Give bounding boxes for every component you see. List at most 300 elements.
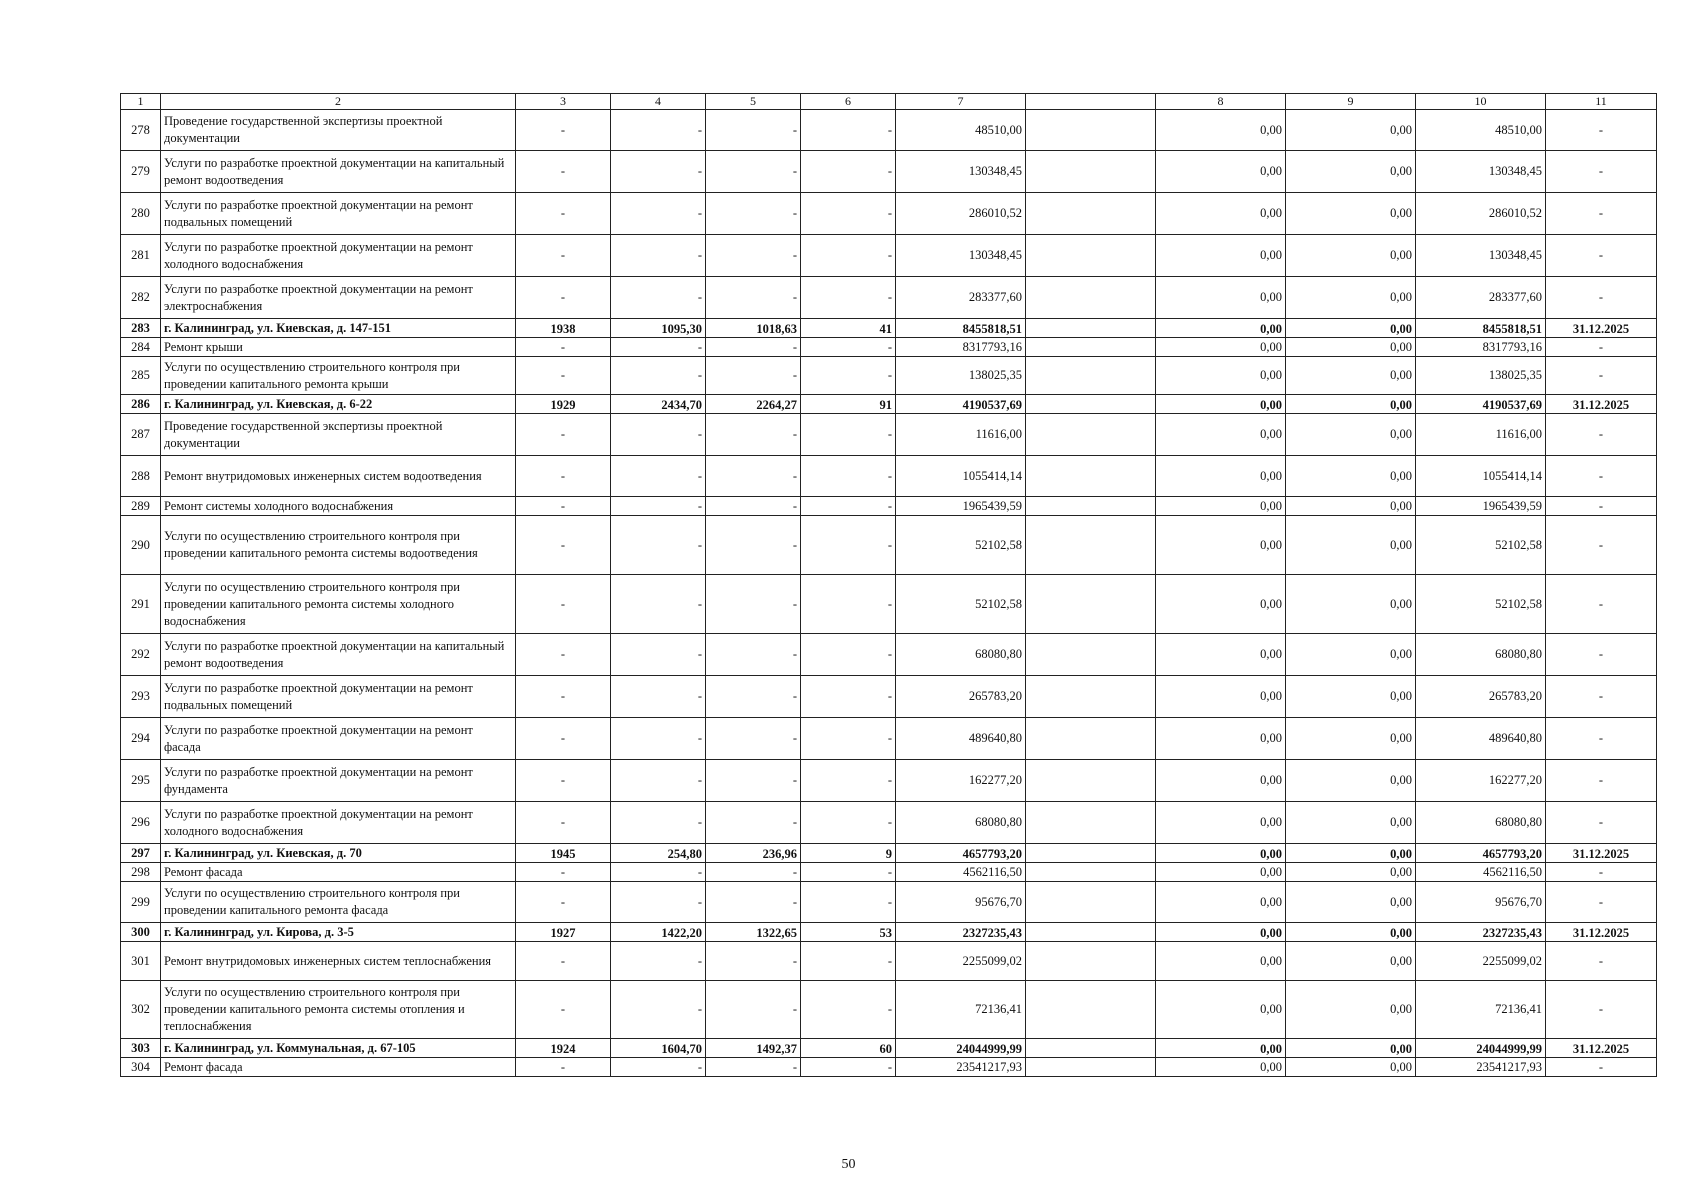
budget-funds-cell: 0,00 <box>1286 1039 1416 1058</box>
total-area-cell: - <box>611 981 706 1039</box>
year-built-cell: - <box>516 516 611 575</box>
residents-count-cell: - <box>801 1058 896 1077</box>
living-area-cell: - <box>706 882 801 923</box>
empty-cell-cell <box>1026 676 1156 718</box>
completion-date-cell: - <box>1546 151 1657 193</box>
table-row <box>121 277 1657 319</box>
total-area-cell: 254,80 <box>611 844 706 863</box>
empty-cell-cell <box>1026 844 1156 863</box>
work-name-cell: г. Калининград, ул. Киевская, д. 70 <box>161 844 516 863</box>
total-area-cell: - <box>611 414 706 456</box>
total-area-cell: - <box>611 634 706 676</box>
address-row <box>121 923 1657 942</box>
year-built-cell: 1938 <box>516 319 611 338</box>
living-area-cell: - <box>706 676 801 718</box>
residents-count-cell: - <box>801 863 896 882</box>
owners-funds-cell: 1055414,14 <box>1416 456 1546 497</box>
row-number-cell: 300 <box>121 923 161 942</box>
fund-support-cell: 0,00 <box>1156 193 1286 235</box>
empty-cell-cell <box>1026 151 1156 193</box>
total-cost-cell: 1055414,14 <box>896 456 1026 497</box>
year-built-cell: - <box>516 357 611 395</box>
work-name-cell: Услуги по осуществлению строительного контроля при проведении капитального ремонта фасада <box>161 882 516 923</box>
total-area-cell: 2434,70 <box>611 395 706 414</box>
residents-count-cell: - <box>801 718 896 760</box>
row-number-cell: 284 <box>121 338 161 357</box>
living-area-cell: - <box>706 863 801 882</box>
total-cost-cell: 138025,35 <box>896 357 1026 395</box>
year-built-cell: - <box>516 718 611 760</box>
work-name-cell: г. Калининград, ул. Кирова, д. 3-5 <box>161 923 516 942</box>
fund-support-cell: 0,00 <box>1156 882 1286 923</box>
total-cost-cell: 265783,20 <box>896 676 1026 718</box>
budget-funds-cell: 0,00 <box>1286 414 1416 456</box>
budget-funds-cell: 0,00 <box>1286 319 1416 338</box>
year-built-cell: 1927 <box>516 923 611 942</box>
completion-date-cell: - <box>1546 863 1657 882</box>
budget-funds-cell: 0,00 <box>1286 942 1416 981</box>
table-row <box>121 981 1657 1039</box>
row-number-cell: 279 <box>121 151 161 193</box>
table-row <box>121 942 1657 981</box>
row-number-cell: 297 <box>121 844 161 863</box>
work-name-cell: Услуги по разработке проектной документации на ремонт холодного водоснабжения <box>161 235 516 277</box>
empty-cell-cell <box>1026 338 1156 357</box>
completion-date-cell: - <box>1546 414 1657 456</box>
residents-count-cell: - <box>801 357 896 395</box>
work-name-cell: Ремонт крыши <box>161 338 516 357</box>
total-cost-cell: 4190537,69 <box>896 395 1026 414</box>
empty-cell-cell <box>1026 575 1156 634</box>
living-area-cell: - <box>706 277 801 319</box>
total-cost-cell: 4562116,50 <box>896 863 1026 882</box>
year-built-cell: - <box>516 863 611 882</box>
fund-support-cell: 0,00 <box>1156 516 1286 575</box>
fund-support-cell: 0,00 <box>1156 863 1286 882</box>
empty-cell-cell <box>1026 319 1156 338</box>
living-area-cell: - <box>706 497 801 516</box>
living-area-cell: - <box>706 338 801 357</box>
owners-funds-cell: 1965439,59 <box>1416 497 1546 516</box>
budget-funds-cell: 0,00 <box>1286 193 1416 235</box>
table-row <box>121 338 1657 357</box>
residents-count-cell: 60 <box>801 1039 896 1058</box>
budget-funds-cell: 0,00 <box>1286 497 1416 516</box>
residents-count-cell: - <box>801 882 896 923</box>
residents-count-cell: - <box>801 277 896 319</box>
living-area-cell: - <box>706 802 801 844</box>
completion-date-cell: 31.12.2025 <box>1546 319 1657 338</box>
empty-cell-cell <box>1026 923 1156 942</box>
completion-date-cell: - <box>1546 802 1657 844</box>
fund-support-cell: 0,00 <box>1156 235 1286 277</box>
residents-count-cell: - <box>801 802 896 844</box>
work-name-cell: Проведение государственной экспертизы проектной документации <box>161 414 516 456</box>
row-number-cell: 295 <box>121 760 161 802</box>
residents-count-cell: 9 <box>801 844 896 863</box>
total-cost-cell: 68080,80 <box>896 634 1026 676</box>
work-name-cell: Ремонт внутридомовых инженерных систем теплоснабжения <box>161 942 516 981</box>
living-area-cell: 236,96 <box>706 844 801 863</box>
fund-support-cell: 0,00 <box>1156 338 1286 357</box>
fund-support-cell: 0,00 <box>1156 1058 1286 1077</box>
completion-date-cell: - <box>1546 357 1657 395</box>
total-cost-cell: 95676,70 <box>896 882 1026 923</box>
work-name-cell: Услуги по разработке проектной документации на ремонт фундамента <box>161 760 516 802</box>
residents-count-cell: - <box>801 575 896 634</box>
total-area-cell: - <box>611 676 706 718</box>
budget-funds-cell: 0,00 <box>1286 634 1416 676</box>
completion-date-cell: - <box>1546 575 1657 634</box>
row-number-cell: 296 <box>121 802 161 844</box>
owners-funds-cell: 265783,20 <box>1416 676 1546 718</box>
empty-cell-cell <box>1026 193 1156 235</box>
row-number-cell: 289 <box>121 497 161 516</box>
total-area-cell: - <box>611 497 706 516</box>
table-row <box>121 718 1657 760</box>
row-number-cell: 280 <box>121 193 161 235</box>
total-cost-cell: 283377,60 <box>896 277 1026 319</box>
year-built-cell: - <box>516 676 611 718</box>
table-row <box>121 497 1657 516</box>
row-number-cell: 287 <box>121 414 161 456</box>
empty-cell-cell <box>1026 863 1156 882</box>
work-name-cell: г. Калининград, ул. Киевская, д. 147-151 <box>161 319 516 338</box>
fund-support-cell: 0,00 <box>1156 456 1286 497</box>
column-header-12: 11 <box>1546 94 1657 110</box>
living-area-cell: - <box>706 110 801 151</box>
owners-funds-cell: 24044999,99 <box>1416 1039 1546 1058</box>
empty-cell-cell <box>1026 456 1156 497</box>
fund-support-cell: 0,00 <box>1156 760 1286 802</box>
fund-support-cell: 0,00 <box>1156 634 1286 676</box>
total-cost-cell: 130348,45 <box>896 151 1026 193</box>
row-number-cell: 282 <box>121 277 161 319</box>
year-built-cell: - <box>516 942 611 981</box>
year-built-cell: 1945 <box>516 844 611 863</box>
total-area-cell: - <box>611 338 706 357</box>
fund-support-cell: 0,00 <box>1156 414 1286 456</box>
row-number-cell: 302 <box>121 981 161 1039</box>
column-header-1: 1 <box>121 94 161 110</box>
fund-support-cell: 0,00 <box>1156 575 1286 634</box>
living-area-cell: - <box>706 357 801 395</box>
budget-funds-cell: 0,00 <box>1286 760 1416 802</box>
fund-support-cell: 0,00 <box>1156 151 1286 193</box>
table-row <box>121 193 1657 235</box>
budget-funds-cell: 0,00 <box>1286 110 1416 151</box>
total-cost-cell: 4657793,20 <box>896 844 1026 863</box>
work-name-cell: Услуги по осуществлению строительного контроля при проведении капитального ремонта крыши <box>161 357 516 395</box>
living-area-cell: - <box>706 1058 801 1077</box>
fund-support-cell: 0,00 <box>1156 844 1286 863</box>
column-header-3: 3 <box>516 94 611 110</box>
owners-funds-cell: 52102,58 <box>1416 516 1546 575</box>
year-built-cell: - <box>516 497 611 516</box>
total-area-cell: - <box>611 193 706 235</box>
budget-funds-cell: 0,00 <box>1286 235 1416 277</box>
total-cost-cell: 68080,80 <box>896 802 1026 844</box>
empty-cell-cell <box>1026 235 1156 277</box>
year-built-cell: - <box>516 981 611 1039</box>
total-cost-cell: 23541217,93 <box>896 1058 1026 1077</box>
budget-funds-cell: 0,00 <box>1286 395 1416 414</box>
total-cost-cell: 162277,20 <box>896 760 1026 802</box>
owners-funds-cell: 68080,80 <box>1416 802 1546 844</box>
residents-count-cell: 53 <box>801 923 896 942</box>
row-number-cell: 281 <box>121 235 161 277</box>
table-row <box>121 516 1657 575</box>
total-area-cell: - <box>611 802 706 844</box>
completion-date-cell: - <box>1546 718 1657 760</box>
completion-date-cell: - <box>1546 110 1657 151</box>
year-built-cell: - <box>516 882 611 923</box>
residents-count-cell: - <box>801 338 896 357</box>
year-built-cell: - <box>516 456 611 497</box>
column-header-4: 4 <box>611 94 706 110</box>
year-built-cell: - <box>516 802 611 844</box>
living-area-cell: - <box>706 516 801 575</box>
fund-support-cell: 0,00 <box>1156 1039 1286 1058</box>
year-built-cell: - <box>516 110 611 151</box>
work-name-cell: Услуги по осуществлению строительного контроля при проведении капитального ремонта системы холодного водоснабжения <box>161 575 516 634</box>
row-number-cell: 288 <box>121 456 161 497</box>
owners-funds-cell: 130348,45 <box>1416 151 1546 193</box>
empty-cell-cell <box>1026 357 1156 395</box>
table-row <box>121 802 1657 844</box>
budget-funds-cell: 0,00 <box>1286 456 1416 497</box>
work-name-cell: Услуги по разработке проектной документации на ремонт подвальных помещений <box>161 193 516 235</box>
empty-cell-cell <box>1026 802 1156 844</box>
living-area-cell: - <box>706 575 801 634</box>
residents-count-cell: - <box>801 676 896 718</box>
column-header-10: 9 <box>1286 94 1416 110</box>
owners-funds-cell: 48510,00 <box>1416 110 1546 151</box>
total-cost-cell: 2327235,43 <box>896 923 1026 942</box>
fund-support-cell: 0,00 <box>1156 718 1286 760</box>
year-built-cell: - <box>516 760 611 802</box>
work-name-cell: Ремонт внутридомовых инженерных систем водоотведения <box>161 456 516 497</box>
fund-support-cell: 0,00 <box>1156 981 1286 1039</box>
work-name-cell: Проведение государственной экспертизы проектной документации <box>161 110 516 151</box>
budget-funds-cell: 0,00 <box>1286 802 1416 844</box>
completion-date-cell: - <box>1546 634 1657 676</box>
row-number-cell: 293 <box>121 676 161 718</box>
owners-funds-cell: 11616,00 <box>1416 414 1546 456</box>
completion-date-cell: - <box>1546 981 1657 1039</box>
table-row <box>121 676 1657 718</box>
residents-count-cell: - <box>801 235 896 277</box>
table-row <box>121 575 1657 634</box>
owners-funds-cell: 130348,45 <box>1416 235 1546 277</box>
table-row <box>121 235 1657 277</box>
residents-count-cell: - <box>801 414 896 456</box>
row-number-cell: 299 <box>121 882 161 923</box>
residents-count-cell: - <box>801 981 896 1039</box>
empty-cell-cell <box>1026 110 1156 151</box>
total-area-cell: - <box>611 277 706 319</box>
column-header-7: 7 <box>896 94 1026 110</box>
row-number-cell: 286 <box>121 395 161 414</box>
table-row <box>121 634 1657 676</box>
budget-funds-cell: 0,00 <box>1286 718 1416 760</box>
total-area-cell: - <box>611 718 706 760</box>
owners-funds-cell: 162277,20 <box>1416 760 1546 802</box>
work-name-cell: Услуги по разработке проектной документации на ремонт фасада <box>161 718 516 760</box>
year-built-cell: 1924 <box>516 1039 611 1058</box>
year-built-cell: - <box>516 634 611 676</box>
budget-funds-cell: 0,00 <box>1286 676 1416 718</box>
completion-date-cell: - <box>1546 497 1657 516</box>
table-row <box>121 414 1657 456</box>
total-area-cell: - <box>611 516 706 575</box>
living-area-cell: - <box>706 718 801 760</box>
empty-cell-cell <box>1026 634 1156 676</box>
owners-funds-cell: 489640,80 <box>1416 718 1546 760</box>
living-area-cell: 1492,37 <box>706 1039 801 1058</box>
budget-funds-cell: 0,00 <box>1286 357 1416 395</box>
completion-date-cell: 31.12.2025 <box>1546 844 1657 863</box>
budget-funds-cell: 0,00 <box>1286 277 1416 319</box>
total-cost-cell: 48510,00 <box>896 110 1026 151</box>
total-cost-cell: 52102,58 <box>896 516 1026 575</box>
fund-support-cell: 0,00 <box>1156 319 1286 338</box>
row-number-cell: 301 <box>121 942 161 981</box>
address-row <box>121 1039 1657 1058</box>
year-built-cell: - <box>516 151 611 193</box>
completion-date-cell: - <box>1546 456 1657 497</box>
row-number-cell: 294 <box>121 718 161 760</box>
residents-count-cell: - <box>801 497 896 516</box>
work-name-cell: Услуги по разработке проектной документации на капитальный ремонт водоотведения <box>161 151 516 193</box>
residents-count-cell: 41 <box>801 319 896 338</box>
budget-funds-cell: 0,00 <box>1286 923 1416 942</box>
work-name-cell: Услуги по осуществлению строительного контроля при проведении капитального ремонта системы водоотведения <box>161 516 516 575</box>
owners-funds-cell: 283377,60 <box>1416 277 1546 319</box>
empty-cell-cell <box>1026 1058 1156 1077</box>
fund-support-cell: 0,00 <box>1156 497 1286 516</box>
owners-funds-cell: 52102,58 <box>1416 575 1546 634</box>
row-number-cell: 298 <box>121 863 161 882</box>
completion-date-cell: 31.12.2025 <box>1546 1039 1657 1058</box>
total-area-cell: - <box>611 151 706 193</box>
year-built-cell: - <box>516 338 611 357</box>
table-row <box>121 1058 1657 1077</box>
total-area-cell: - <box>611 942 706 981</box>
living-area-cell: - <box>706 193 801 235</box>
total-cost-cell: 24044999,99 <box>896 1039 1026 1058</box>
living-area-cell: 2264,27 <box>706 395 801 414</box>
table-row <box>121 456 1657 497</box>
table-row <box>121 151 1657 193</box>
column-header-5: 5 <box>706 94 801 110</box>
total-area-cell: - <box>611 575 706 634</box>
residents-count-cell: - <box>801 193 896 235</box>
residents-count-cell: 91 <box>801 395 896 414</box>
total-cost-cell: 1965439,59 <box>896 497 1026 516</box>
table-row <box>121 882 1657 923</box>
fund-support-cell: 0,00 <box>1156 357 1286 395</box>
completion-date-cell: - <box>1546 1058 1657 1077</box>
owners-funds-cell: 68080,80 <box>1416 634 1546 676</box>
fund-support-cell: 0,00 <box>1156 110 1286 151</box>
completion-date-cell: - <box>1546 193 1657 235</box>
completion-date-cell: - <box>1546 760 1657 802</box>
header-row <box>121 94 1657 110</box>
completion-date-cell: - <box>1546 516 1657 575</box>
work-name-cell: Ремонт фасада <box>161 863 516 882</box>
owners-funds-cell: 4190537,69 <box>1416 395 1546 414</box>
completion-date-cell: - <box>1546 235 1657 277</box>
empty-cell-cell <box>1026 395 1156 414</box>
row-number-cell: 283 <box>121 319 161 338</box>
budget-funds-cell: 0,00 <box>1286 981 1416 1039</box>
year-built-cell: - <box>516 193 611 235</box>
year-built-cell: - <box>516 235 611 277</box>
table-row <box>121 760 1657 802</box>
total-area-cell: - <box>611 863 706 882</box>
table-row <box>121 863 1657 882</box>
fund-support-cell: 0,00 <box>1156 277 1286 319</box>
owners-funds-cell: 138025,35 <box>1416 357 1546 395</box>
row-number-cell: 278 <box>121 110 161 151</box>
budget-funds-cell: 0,00 <box>1286 1058 1416 1077</box>
column-header-6: 6 <box>801 94 896 110</box>
address-row <box>121 395 1657 414</box>
budget-funds-cell: 0,00 <box>1286 151 1416 193</box>
total-area-cell: - <box>611 456 706 497</box>
owners-funds-cell: 2327235,43 <box>1416 923 1546 942</box>
year-built-cell: - <box>516 1058 611 1077</box>
year-built-cell: - <box>516 277 611 319</box>
empty-cell-cell <box>1026 516 1156 575</box>
work-name-cell: Услуги по разработке проектной документации на ремонт холодного водоснабжения <box>161 802 516 844</box>
work-name-cell: г. Калининград, ул. Киевская, д. 6-22 <box>161 395 516 414</box>
residents-count-cell: - <box>801 942 896 981</box>
table-body <box>121 110 1657 1077</box>
living-area-cell: 1018,63 <box>706 319 801 338</box>
empty-cell-cell <box>1026 1039 1156 1058</box>
total-cost-cell: 8455818,51 <box>896 319 1026 338</box>
budget-funds-cell: 0,00 <box>1286 338 1416 357</box>
empty-cell-cell <box>1026 882 1156 923</box>
owners-funds-cell: 23541217,93 <box>1416 1058 1546 1077</box>
owners-funds-cell: 4562116,50 <box>1416 863 1546 882</box>
total-cost-cell: 2255099,02 <box>896 942 1026 981</box>
address-row <box>121 319 1657 338</box>
living-area-cell: - <box>706 151 801 193</box>
empty-cell-cell <box>1026 942 1156 981</box>
table-row <box>121 110 1657 151</box>
fund-support-cell: 0,00 <box>1156 802 1286 844</box>
work-name-cell: Услуги по осуществлению строительного контроля при проведении капитального ремонта системы отопления и теплоснабжения <box>161 981 516 1039</box>
total-area-cell: 1095,30 <box>611 319 706 338</box>
total-area-cell: - <box>611 760 706 802</box>
address-row <box>121 844 1657 863</box>
total-cost-cell: 11616,00 <box>896 414 1026 456</box>
work-name-cell: Ремонт системы холодного водоснабжения <box>161 497 516 516</box>
completion-date-cell: - <box>1546 676 1657 718</box>
empty-cell-cell <box>1026 981 1156 1039</box>
living-area-cell: - <box>706 760 801 802</box>
completion-date-cell: - <box>1546 338 1657 357</box>
total-area-cell: - <box>611 235 706 277</box>
budget-funds-cell: 0,00 <box>1286 844 1416 863</box>
living-area-cell: - <box>706 456 801 497</box>
residents-count-cell: - <box>801 516 896 575</box>
empty-cell-cell <box>1026 718 1156 760</box>
residents-count-cell: - <box>801 634 896 676</box>
